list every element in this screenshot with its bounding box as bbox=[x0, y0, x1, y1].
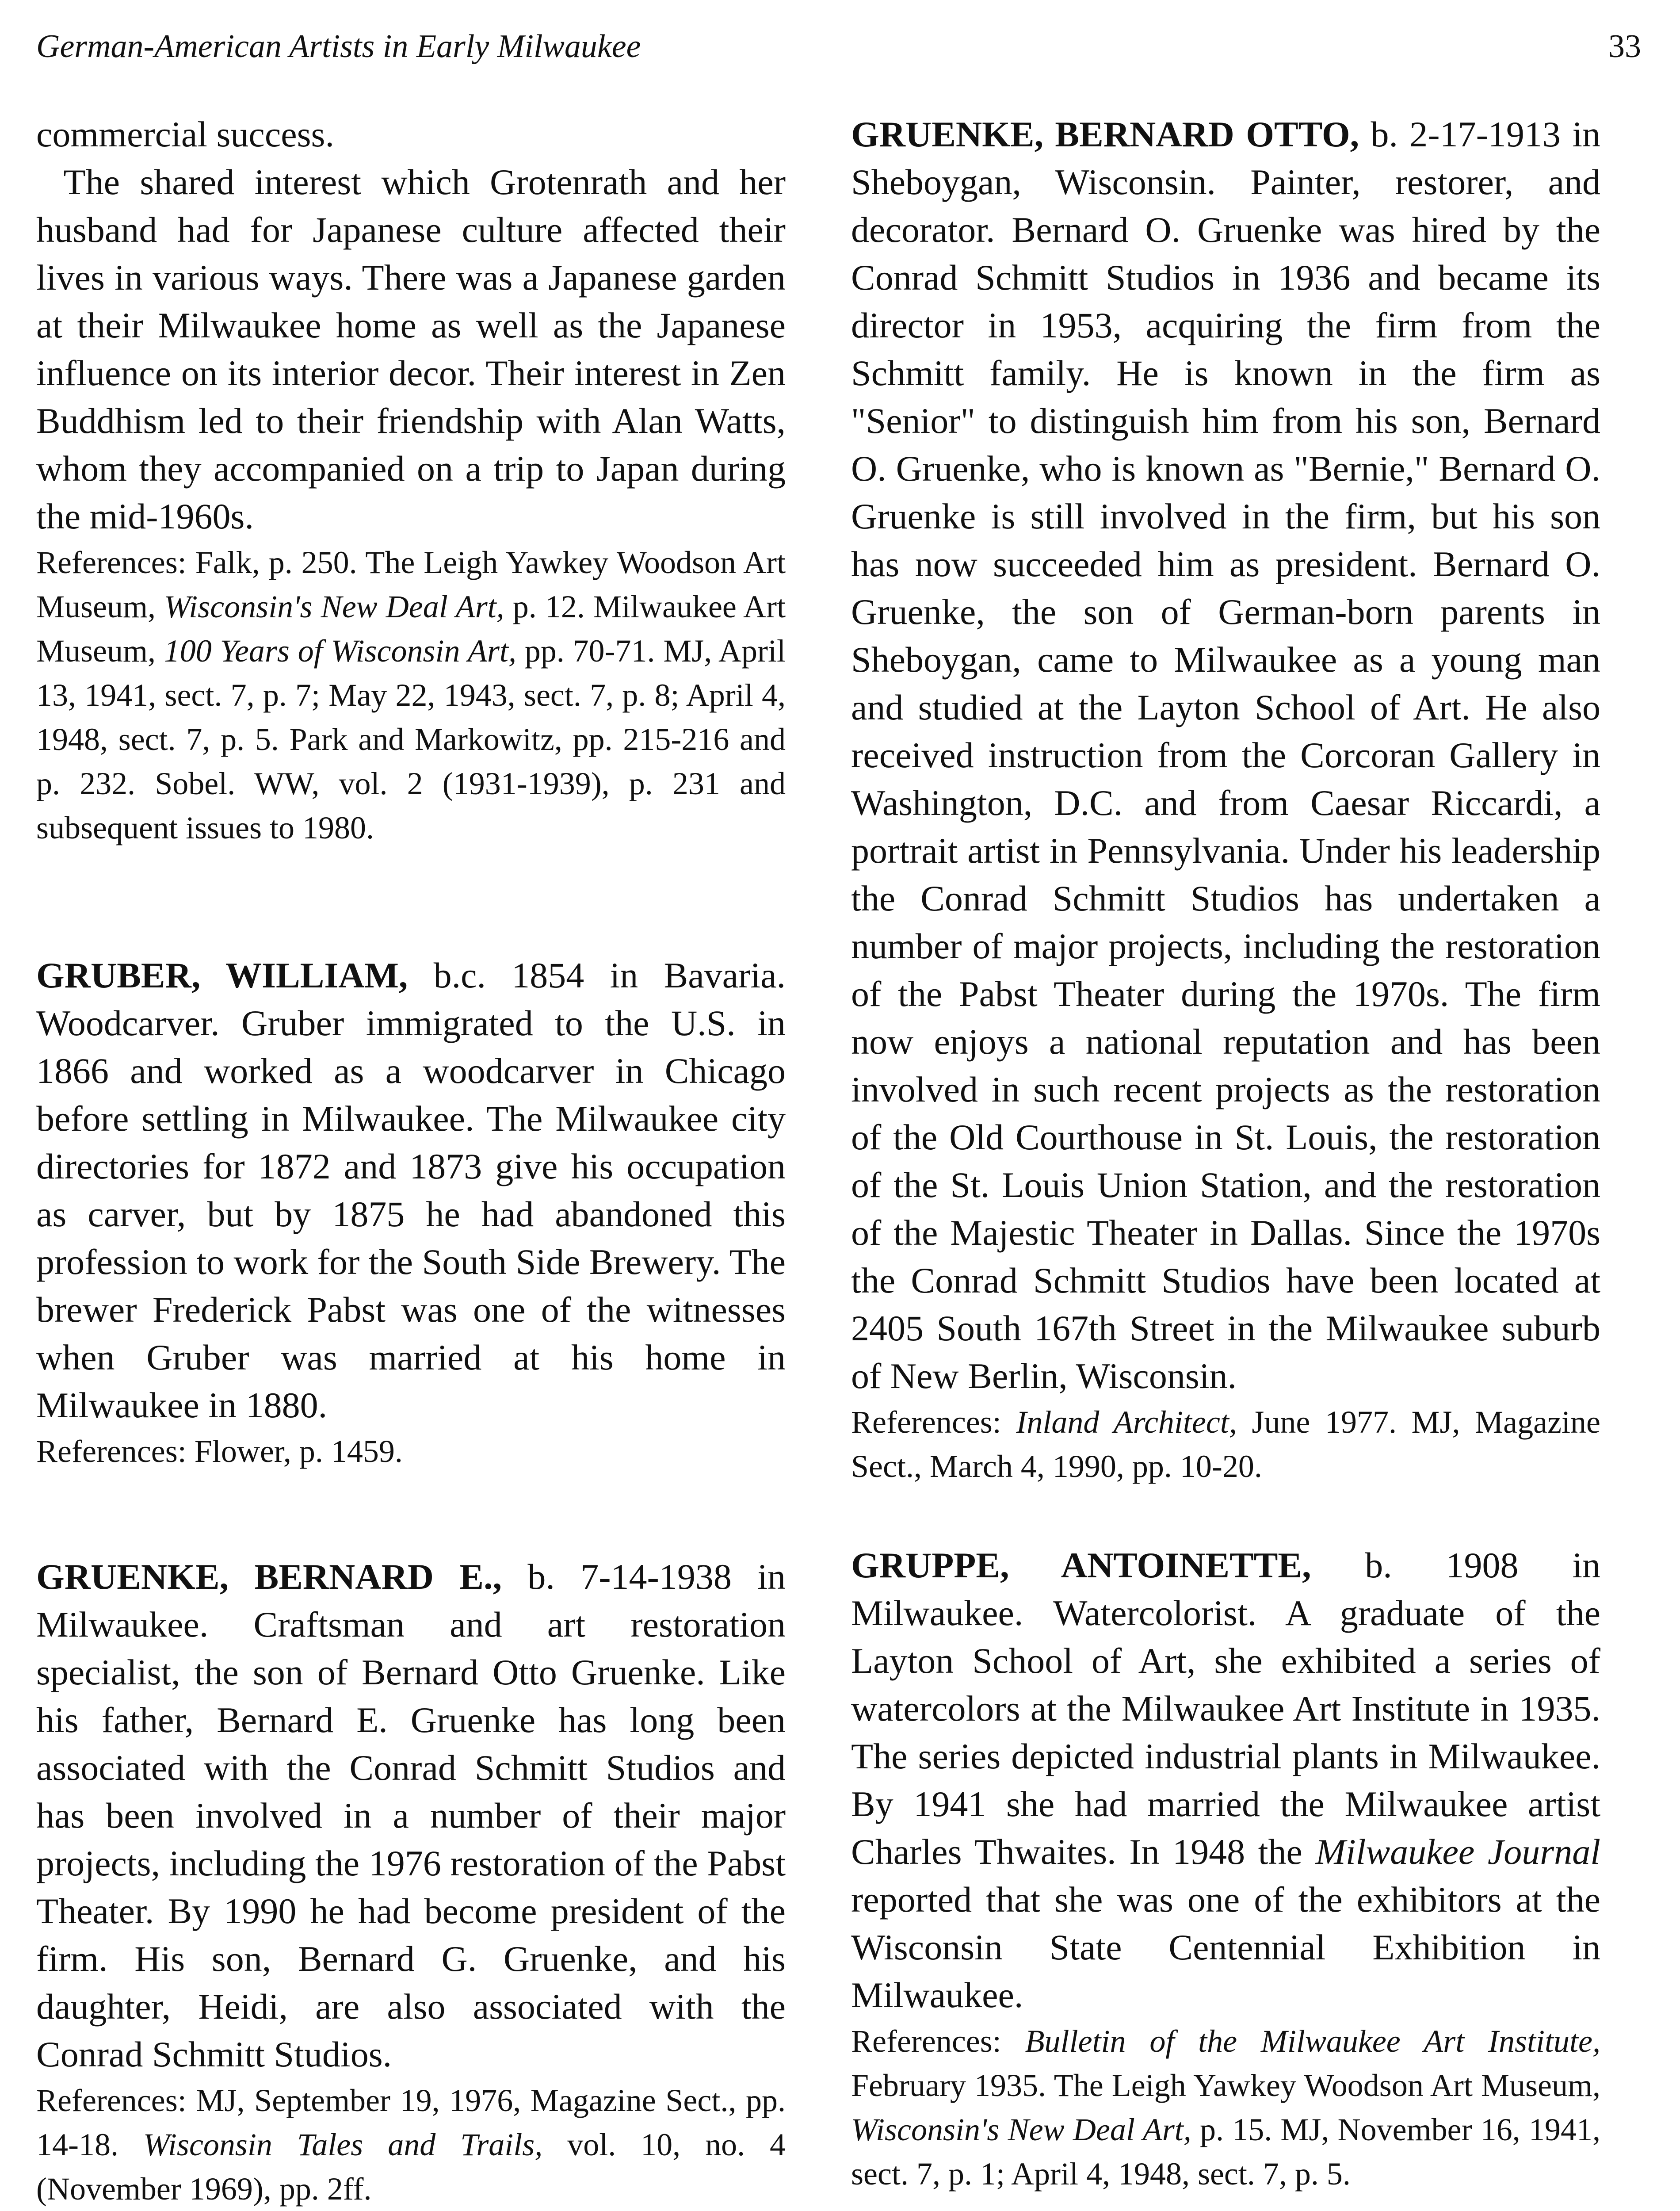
entry-gruenke-bernard-otto bbox=[851, 111, 1600, 1488]
entry-heading: GRUENKE, BERNARD OTTO, bbox=[851, 114, 1359, 154]
entry-heading: GRUENKE, BERNARD E., bbox=[36, 1557, 502, 1597]
entry-body: b. 2-17-1913 in Sheboygan, Wisconsin. Painter, restorer, and decorator. Bernard O. Gruenke was hired by the Conrad Schmitt Studios in 1936 and became its director in 1953, acquiring the firm from the Schmitt family. He is known in the firm as "Senior" to distinguish him from his son, Bernard O. Gruenke, who is known as "Bernie," Bernard O. Gruenke is still involved in the firm, but his son has now succeeded him as president. Bernard O. Gruenke, the son of German-born parents in Sheboygan, came to Milwaukee as a young man and studied at the Layton School of Art. He also received instruction from the Corcoran Gallery in Washington, D.C. and from Caesar Riccardi, a portrait artist in Pennsylvania. Under his leadership the Conrad Schmitt Studios has undertaken a number of major projects, including the restoration of the Pabst Theater during the 1970s. The firm now enjoys a national reputation and has been involved in such recent projects as the restoration of the Old Courthouse in St. Louis, the restoration of the St. Louis Union Station, and the restoration of the Majestic Theater in Dallas. Since the 1970s the Conrad Schmitt Studios have been located at 2405 South 167th Street in the Milwaukee suburb of New Berlin, Wisconsin. bbox=[851, 114, 1600, 1396]
body-paragraph: commercial success. bbox=[36, 114, 334, 154]
entry-heading: GRUBER, WILLIAM, bbox=[36, 955, 408, 995]
entry-paragraph bbox=[851, 111, 1600, 1400]
references: References: MJ, September 19, 1976, Magazine Sect., pp. 14-18. Wisconsin Tales and Trails, vol. 10, no. 4 (November 1969), pp. 2ff. bbox=[36, 2083, 786, 2207]
right-column bbox=[851, 111, 1600, 2211]
publication-title: Milwaukee Journal bbox=[1315, 1832, 1601, 1872]
entry-paragraph bbox=[36, 952, 786, 1429]
references: References: Inland Architect, June 1977. MJ, Magazine Sect., March 4, 1990, pp. 10-20. bbox=[851, 1404, 1600, 1484]
body-paragraph: The shared interest which Grotenrath and her husband had for Japanese culture affected their lives in various ways. There was a Japanese garden at their Milwaukee home as well as the Japanese influence on its interior decor. Their interest in Zen Buddhism led to their friendship with Alan Watts, whom they accompanied on a trip to Japan during the mid-1960s. bbox=[36, 162, 786, 536]
running-header bbox=[36, 22, 1641, 71]
entry-body: b.c. 1854 in Bavaria. Woodcarver. Gruber immigrated to the U.S. in 1866 and worked as a woodcarver in Chicago before settling in Milwaukee. The Milwaukee city directories for 1872 and 1873 give his occupation as carver, but by 1875 he had abandoned this profession to work for the South Side Brewery. The brewer Frederick Pabst was one of the witnesses when Gruber was married at his home in Milwaukee in 1880. bbox=[36, 955, 786, 1425]
entry-heading: GRUPPE, ANTOINETTE, bbox=[851, 1545, 1311, 1585]
entry-gruppe-antoinette bbox=[851, 1542, 1600, 2196]
references: References: Flower, p. 1459. bbox=[36, 1434, 403, 1469]
references: References: Falk, p. 250. The Leigh Yawkey Woodson Art Museum, Wisconsin's New Deal Art, p. 12. Milwaukee Art Museum, 100 Years of Wisconsin Art, pp. 70-71. MJ, April 13, 1941, sect. 7, p. 7; May 22, 1943, sect. 7, p. 8; April 4, 1948, sect. 7, p. 5. Park and Markowitz, pp. 215-216 and p. 232. Sobel. WW, vol. 2 (1931-1939), p. 231 and subsequent issues to 1980. bbox=[36, 545, 786, 845]
running-title: German-American Artists in Early Milwaukee bbox=[36, 28, 641, 65]
entry-spacer bbox=[851, 1488, 1600, 1542]
entry-gruber-william bbox=[36, 952, 786, 1473]
entry-spacer bbox=[36, 850, 786, 952]
entry-body: b. 7-14-1938 in Milwaukee. Craftsman and art restoration specialist, the son of Bernard Otto Gruenke. Like his father, Bernard E. Gruenke has long been associated with the Conrad Schmitt Studios and has been involved in a number of their major projects, including the 1976 restoration of the Pabst Theater. By 1990 he had become president of the firm. His son, Bernard G. Gruenke, and his daughter, Heidi, are also associated with the Conrad Schmitt Studios. bbox=[36, 1557, 786, 2074]
entry-paragraph bbox=[36, 1553, 786, 2078]
entry-spacer bbox=[36, 1473, 786, 1553]
left-column bbox=[36, 111, 786, 2211]
entry-paragraph: GRUPPE, ANTOINETTE, b. 1908 in Milwaukee. Watercolorist. A graduate of the Layton School of Art, she exhibited a series of watercolors at the Milwaukee Art Institute in 1935. The series depicted industrial plants in Milwaukee. By 1941 she had married the Milwaukee artist Charles Thwaites. In 1948 the Milwaukee Journal reported that she was one of the exhibitors at the Wisconsin State Centennial Exhibition in Milwaukee. bbox=[851, 1545, 1601, 2015]
entry-grotenrath-continued bbox=[36, 111, 786, 850]
page-number: 33 bbox=[1608, 28, 1641, 65]
references: References: Bulletin of the Milwaukee Art Institute, February 1935. The Leigh Yawkey Woodson Art Museum, Wisconsin's New Deal Art, p. 15. MJ, November 16, 1941, sect. 7, p. 1; April 4, 1948, sect. 7, p. 5. bbox=[851, 2024, 1600, 2192]
entry-gruenke-bernard-e bbox=[36, 1553, 786, 2211]
